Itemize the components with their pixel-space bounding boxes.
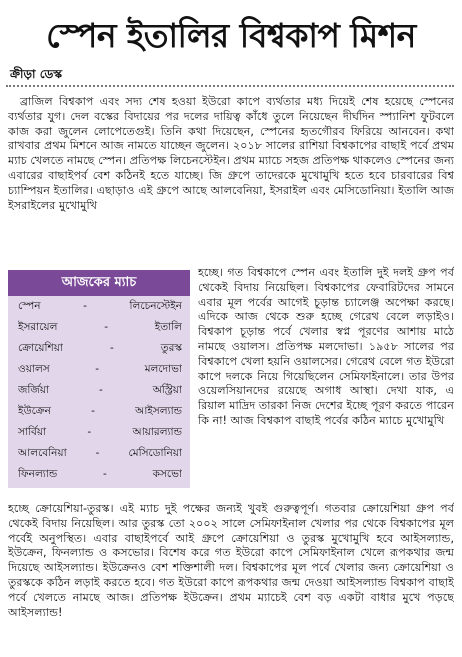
match-separator: - (103, 468, 107, 480)
byline-divider (6, 85, 454, 87)
headline: স্পেন ইতালির বিশ্বকাপ মিশন (46, 16, 416, 55)
away-team: মলদোভা (144, 363, 182, 375)
todays-matches-box (8, 270, 190, 488)
home-team: সার্বিয়া (18, 426, 47, 438)
away-team: মেসিডোনিয়া (128, 447, 183, 459)
home-team: ফিনল্যান্ড (18, 468, 58, 480)
match-separator: - (87, 426, 92, 438)
article-paragraph-3: হচ্ছে ক্রোয়েশিয়া-তুরস্ক। এই ম্যাচ দুই পক্ষের জন্যই খুবই গুরুত্বপূর্ণ। গতবার ক্রোয়েশিয়া গ্রুপ পর্ব থেকেই বিদায় নিয়েছিল। আর তুরস্ক তো ২০০২ সালে সেমিফাইনাল খেলার পর থেকে বিশ্বকাপের মূল পর্বেই অনুপস্থিত। এবার বাছাইপর্বে আই গ্রুপে ক্রোয়েশিয়া ও তুরস্ক মুখোমুখি হবে আইসল্যান্ড, ইউক্রেন, ফিনল্যান্ড ও কসভোর। বিশেষ করে গত ইউরো কাপে সেমিফাইনাল খেলে রূপকথার জন্ম দিয়েছে আইসল্যান্ড। ইউক্রেনও বেশ শক্তিশালী দল। বিশ্বকাপের মূল পর্বে খেলার জন্য ক্রোয়েশিয়া ও তুরস্ককে কঠিন লড়াই করতে হবে। গত ইউরো কাপে রূপকথার জন্ম দেওয়া আইসল্যান্ড বিশ্বকাপ বাছাই পর্বে খেলতে নামছে আজ। প্রতিপক্ষ ইউক্রেন। প্রথম ম্যাচেই বেশ বড় একটা বাধার মুখে পড়ছে আইসল্যান্ড! (8, 502, 454, 619)
byline: ক্রীড়া ডেস্ক (10, 67, 63, 81)
away-team: অস্ট্রিয়া (152, 384, 183, 396)
match-row (8, 359, 190, 380)
away-team: কসভো (152, 468, 182, 480)
home-team: জর্জিয়া (18, 384, 50, 396)
match-separator: - (109, 342, 114, 354)
todays-matches-title: আজকের ম্যাচ (8, 270, 190, 296)
article-paragraph-2: হচ্ছে। গত বিশ্বকাপে স্পেন এবং ইতালি দুই দলই গ্রুপ পর্ব থেকেই বিদায় নিয়েছিল। বিশ্বকাপের ফেবারিটদের সামনে এবার মূল পর্বের আগেই চূড়ান্ত চ্যালেঞ্জ অপেক্ষা করছে। এদিকে আজ থেকে শুরু হচ্ছে গেরেথ বেলে লড়াইও। বিশ্বকাপ চূড়ান্ত পর্বে খেলার স্বপ্ন পূরণের আশায় মাঠে নামছে ওয়ালস। প্রতিপক্ষ মলদোভা। ১৯৫৮ সালের পর বিশ্বকাপে খেলা হয়নি ওয়ালসের। গেরেথ বেলে গত ইউরো কাপে দলকে নিয়ে গিয়েছিলেন সেমিফাইনালে। তার উপর ওয়েলসিয়ানদের রয়েছে অগাধ আস্থা। দেখা যাক, এ রিয়াল মাদ্রিদ তারকা নিজ দেশের ইচ্ছে পূরণ করতে পারেন কি না! আজ বিশ্বকাপ বাছাই পর্বের কঠিন ম্যাচে মুখোমুখি (198, 266, 454, 427)
match-separator: - (95, 447, 100, 459)
match-separator: - (95, 363, 100, 375)
home-team: ইউক্রেন (18, 405, 51, 417)
home-team: ওয়ালস (18, 363, 50, 375)
match-separator: - (91, 405, 95, 417)
match-row (8, 317, 190, 338)
match-row (8, 443, 190, 464)
home-team: স্পেন (18, 300, 41, 312)
away-team: লিচেনস্টেইন (129, 300, 183, 312)
away-team: আয়ারল্যান্ড (132, 426, 182, 438)
away-team: আইসল্যান্ড (135, 405, 183, 417)
home-team: ইসরায়েল (18, 321, 58, 333)
home-team: আলবেনিয়া (18, 447, 67, 459)
match-row (8, 296, 190, 317)
match-row (8, 380, 190, 401)
match-row (8, 401, 190, 422)
away-team: তুরস্ক (160, 342, 182, 354)
match-row (8, 338, 190, 359)
home-team: ক্রোয়েশিয়া (18, 342, 63, 354)
match-separator: - (98, 384, 103, 396)
match-separator: - (83, 300, 87, 312)
article-paragraph-1: ব্রাজিল বিশ্বকাপ এবং সদ্য শেষ হওয়া ইউরো কাপে ব্যর্থতার মধ্য দিয়েই শেষ হয়েছে স্পেনের ব্যর্থতার যুগ। দেল বস্কের বিদায়ের পর দলের দায়িত্ব কাঁধে তুলে নিয়েছেন দীর্ঘদিন স্প্যানিশ ফুটবলে কাজ করা জুলেন লোপেতেগুই। তিনি কথা দিয়েছেন, স্পেনের হৃতগৌরব ফিরিয়ে আনবেন। কথা রাখবার প্রথম মিশনে আজ নামতে যাচ্ছেন জুলেন। ২০১৮ সালের রাশিয়া বিশ্বকাপের বাছাই পর্বে প্রথম ম্যাচ খেলতে নামছে স্পেন। প্রতিপক্ষ লিচেনস্টেইন। প্রথম ম্যাচে সহজ প্রতিপক্ষ থাকলেও স্পেনের জন্য এবারের বাছাইপর্ব বেশ কঠিনই হতে যাচ্ছে। জি গ্রুপে তাদেরকে মুখোমুখি হতে হবে চারবারের বিশ্ব চ্যাম্পিয়ন ইতালির। এছাড়াও এই গ্রুপে আছে আলবেনিয়া, ইসরাইল এবং মেসিডোনিয়া। ইতালি আজ ইসরাইলের মুখোমুখি (8, 95, 454, 212)
match-separator: - (104, 321, 109, 333)
match-row (8, 464, 190, 485)
match-row (8, 422, 190, 443)
away-team: ইতালি (154, 321, 183, 333)
